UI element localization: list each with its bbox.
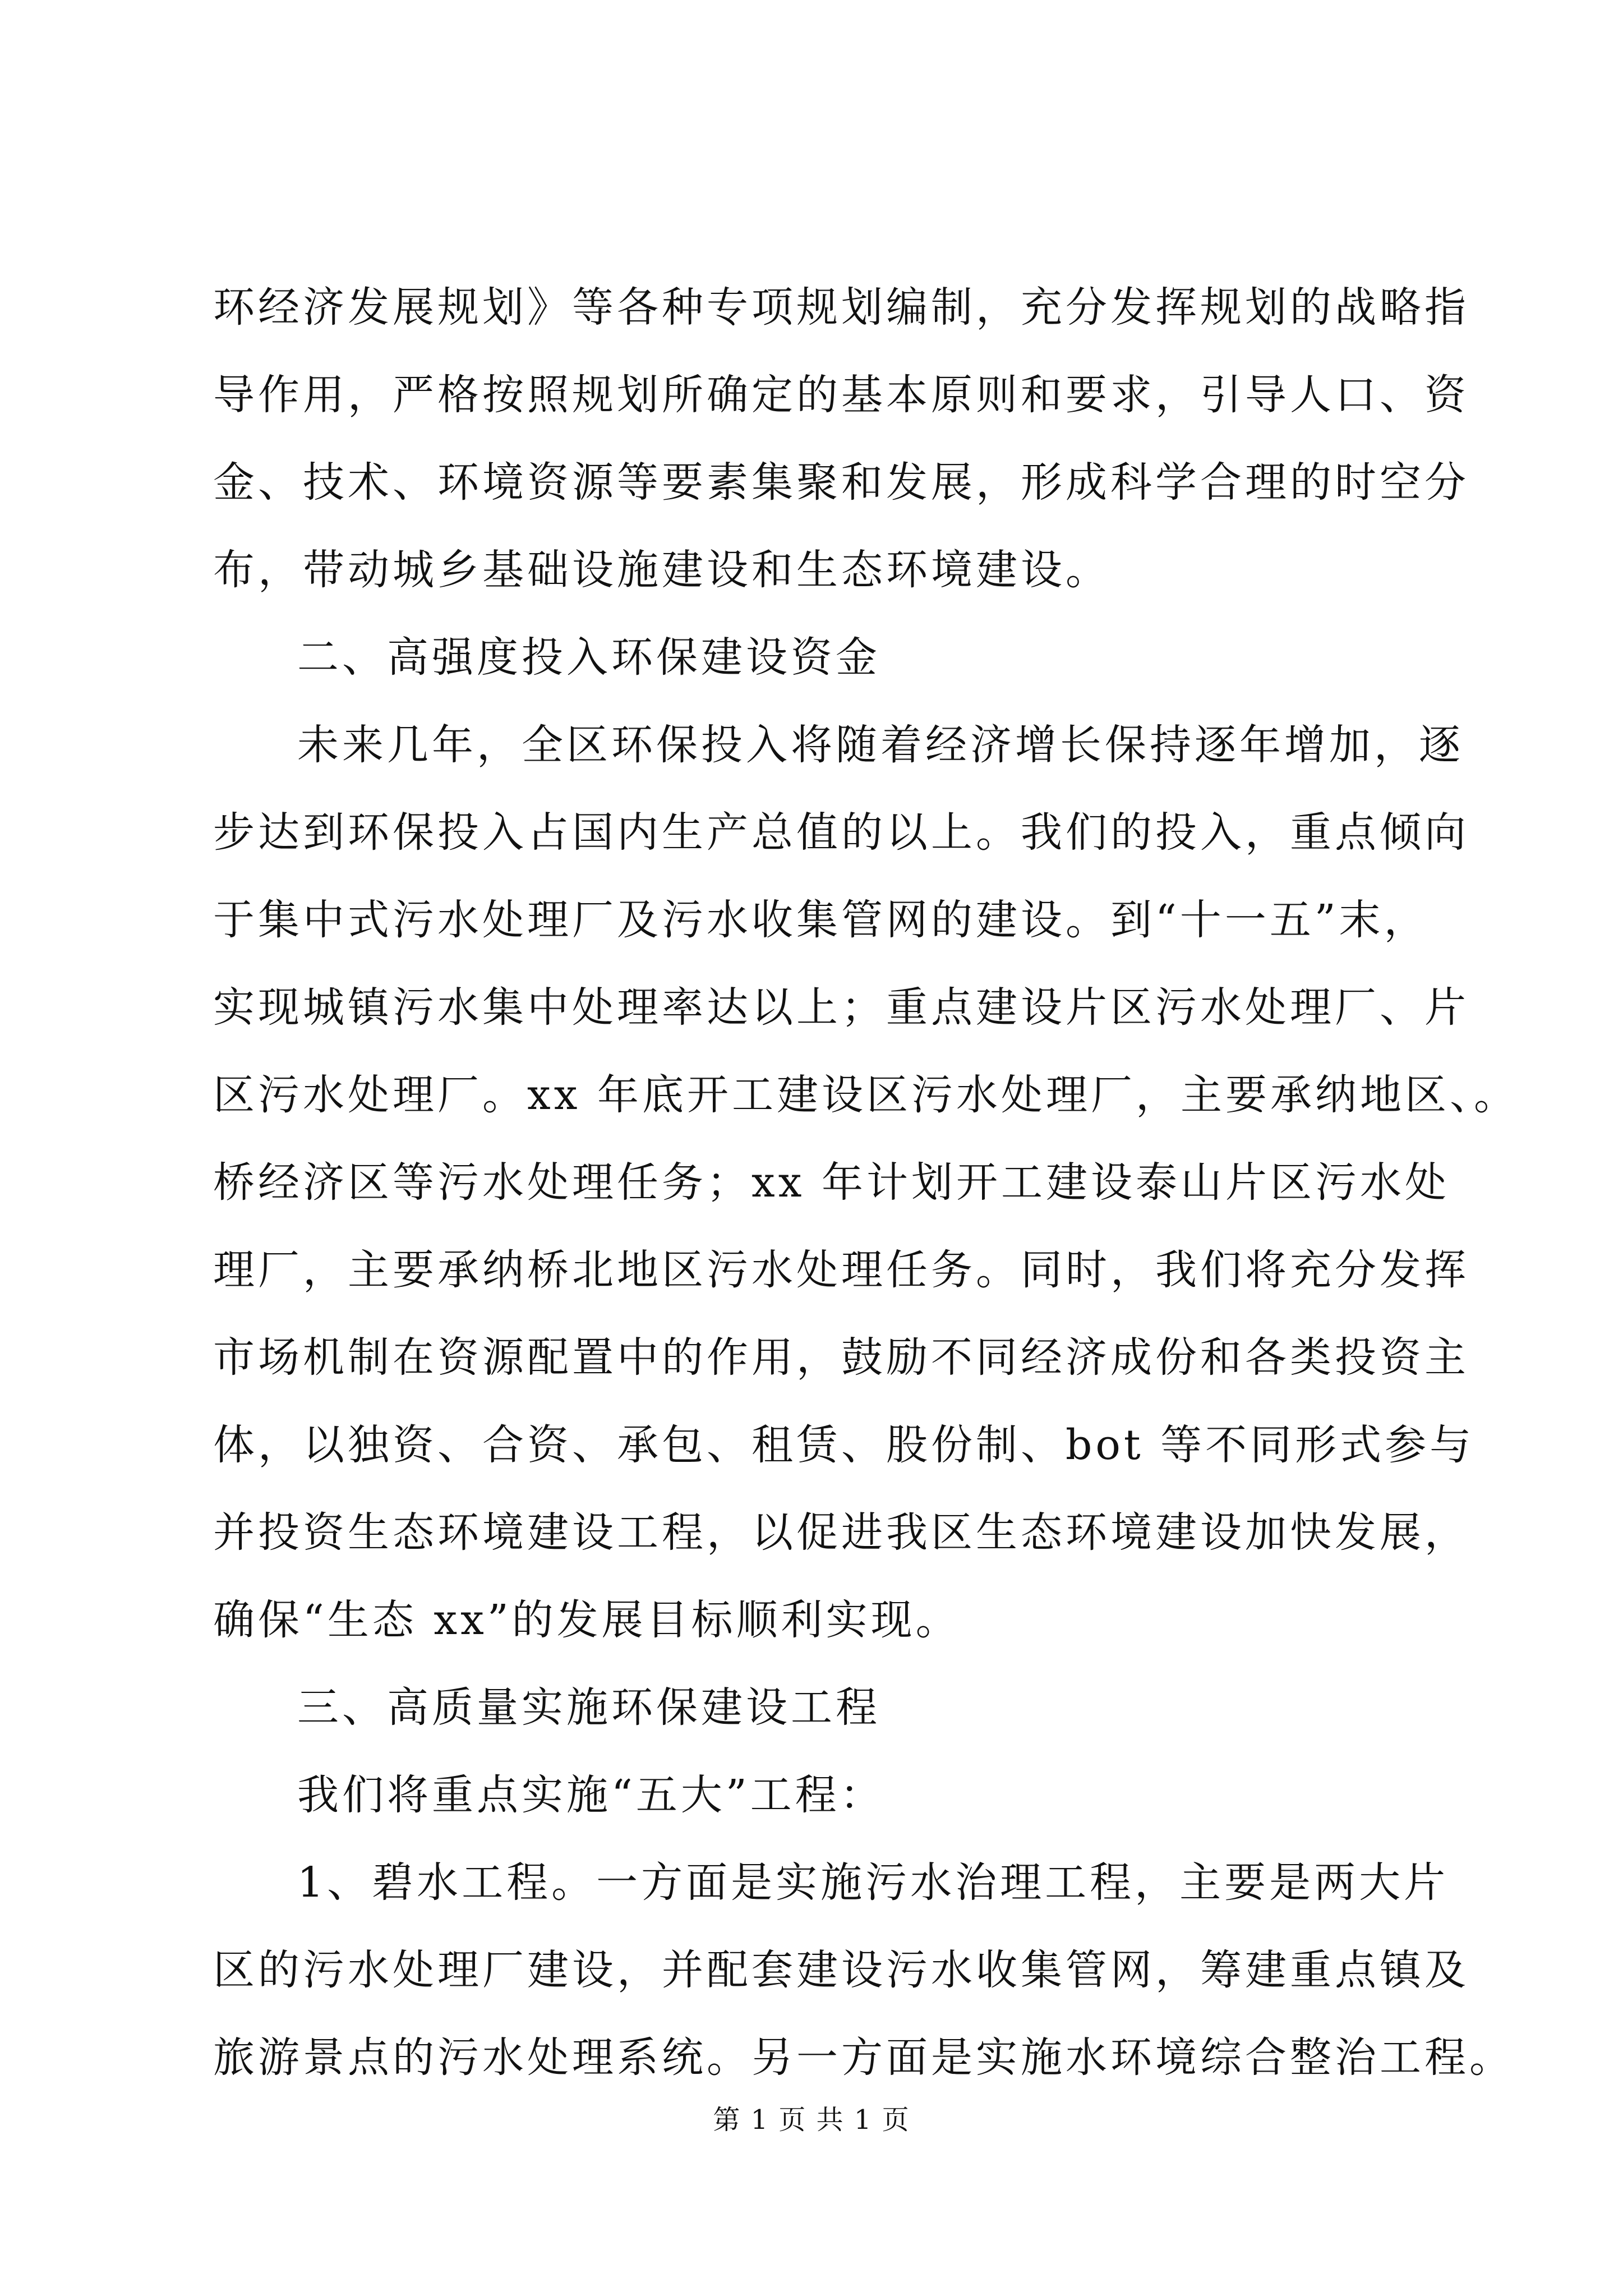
paragraph-line: 实现城镇污水集中处理率达以上；重点建设片区污水处理厂、片: [213, 983, 1469, 1032]
paragraph-line: 于集中式污水处理厂及污水收集管网的建设。到“十一五”末，: [213, 896, 1429, 944]
paragraph-line: 环经济发展规划》等各种专项规划编制，充分发挥规划的战略指: [213, 283, 1469, 332]
paragraph-line: 区污水处理厂。xx 年底开工建设区污水处理厂，主要承纳地区、。: [213, 1071, 1519, 1119]
paragraph-line: 区的污水处理厂建设，并配套建设污水收集管网，筹建重点镇及: [213, 1946, 1469, 1994]
paragraph-line: 确保“生态 xx”的发展目标顺利实现。: [213, 1596, 961, 1644]
paragraph-line: 1、碧水工程。一方面是实施污水治理工程，主要是两大片: [297, 1858, 1449, 1907]
paragraph-line: 布，带动城乡基础设施建设和生态环境建设。: [213, 546, 1110, 594]
paragraph-line: 市场机制在资源配置中的作用，鼓励不同经济成份和各类投资主: [213, 1333, 1469, 1382]
paragraph-line: 桥经济区等污水处理任务；xx 年计划开工建设泰山片区污水处: [213, 1158, 1450, 1207]
paragraph-line: 旅游景点的污水处理系统。另一方面是实施水环境综合整治工程。: [213, 2033, 1514, 2082]
paragraph-line: 未来几年，全区环保投入将随着经济增长保持逐年增加，逐: [297, 721, 1464, 769]
paragraph-line: 我们将重点实施“五大”工程：: [297, 1771, 885, 1819]
page-footer: 第 1 页 共 1 页: [713, 2104, 910, 2136]
paragraph-line: 理厂，主要承纳桥北地区污水处理任务。同时，我们将充分发挥: [213, 1246, 1469, 1294]
section-heading: 二、高强度投入环保建设资金: [297, 633, 880, 682]
section-heading: 三、高质量实施环保建设工程: [297, 1683, 880, 1732]
document-body: [213, 264, 1519, 2101]
paragraph-line: 金、技术、环境资源等要素集聚和发展，形成科学合理的时空分: [213, 458, 1469, 507]
paragraph-line: 体，以独资、合资、承包、租赁、股份制、bot 等不同形式参与: [213, 1421, 1475, 1469]
paragraph-line: 导作用，严格按照规划所确定的基本原则和要求，引导人口、资: [213, 371, 1469, 419]
paragraph-line: 并投资生态环境建设工程，以促进我区生态环境建设加快发展，: [213, 1508, 1469, 1557]
paragraph-line: 步达到环保投入占国内生产总值的以上。我们的投入，重点倾向: [213, 808, 1469, 857]
